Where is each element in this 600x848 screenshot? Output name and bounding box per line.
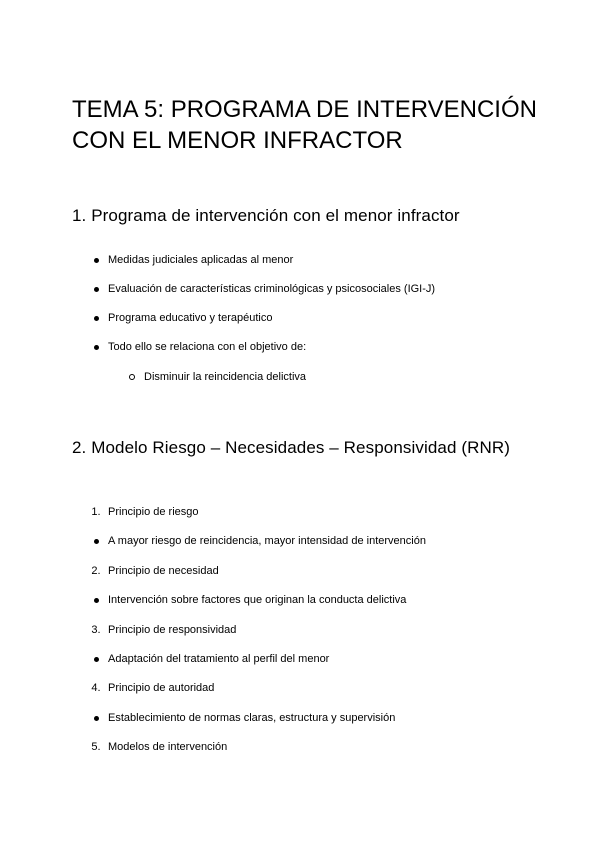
list-number: 1. [91, 506, 101, 518]
list-number: 2. [91, 565, 101, 577]
bullet-icon [90, 282, 102, 296]
section1-heading: 1. Programa de intervención con el menor infractor [72, 206, 460, 225]
list-item: Adaptación del tratamiento al perfil del menor [108, 652, 329, 666]
list-item: 2. Principio de necesidad [91, 565, 219, 577]
sub-list-item: Disminuir la reincidencia delictiva [144, 370, 306, 384]
bullet-icon [90, 253, 102, 267]
bullet-icon [90, 340, 102, 354]
hollow-bullet-icon [126, 370, 138, 384]
list-item: Intervención sobre factores que originan la conducta delictiva [108, 593, 406, 607]
bullet-icon [90, 534, 102, 548]
bullet-icon [90, 311, 102, 325]
bullet-icon [90, 593, 102, 607]
list-item: 4. Principio de autoridad [91, 682, 215, 694]
list-number: 5. [91, 741, 101, 753]
list-item: A mayor riesgo de reincidencia, mayor intensidad de intervención [108, 534, 426, 548]
document-title: TEMA 5: PROGRAMA DE INTERVENCIÓN CON EL MENOR INFRACTOR [72, 96, 537, 154]
list-number: 3. [91, 624, 101, 636]
list-item: 5. Modelos de intervención [91, 741, 228, 753]
list-item: 3. Principio de responsividad [91, 624, 237, 636]
section2-heading: 2. Modelo Riesgo – Necesidades – Responsividad (RNR) [72, 438, 510, 457]
list-item: Todo ello se relaciona con el objetivo de: [108, 340, 306, 354]
list-item: 1. Principio de riesgo [91, 506, 199, 518]
list-item: Medidas judiciales aplicadas al menor [108, 253, 293, 267]
bullet-icon [90, 711, 102, 725]
list-item: Evaluación de características criminológicas y psicosociales (IGI-J) [108, 282, 435, 296]
list-item: Programa educativo y terapéutico [108, 311, 272, 325]
bullet-icon [90, 652, 102, 666]
list-number: 4. [91, 682, 101, 694]
list-item: Establecimiento de normas claras, estructura y supervisión [108, 711, 395, 725]
